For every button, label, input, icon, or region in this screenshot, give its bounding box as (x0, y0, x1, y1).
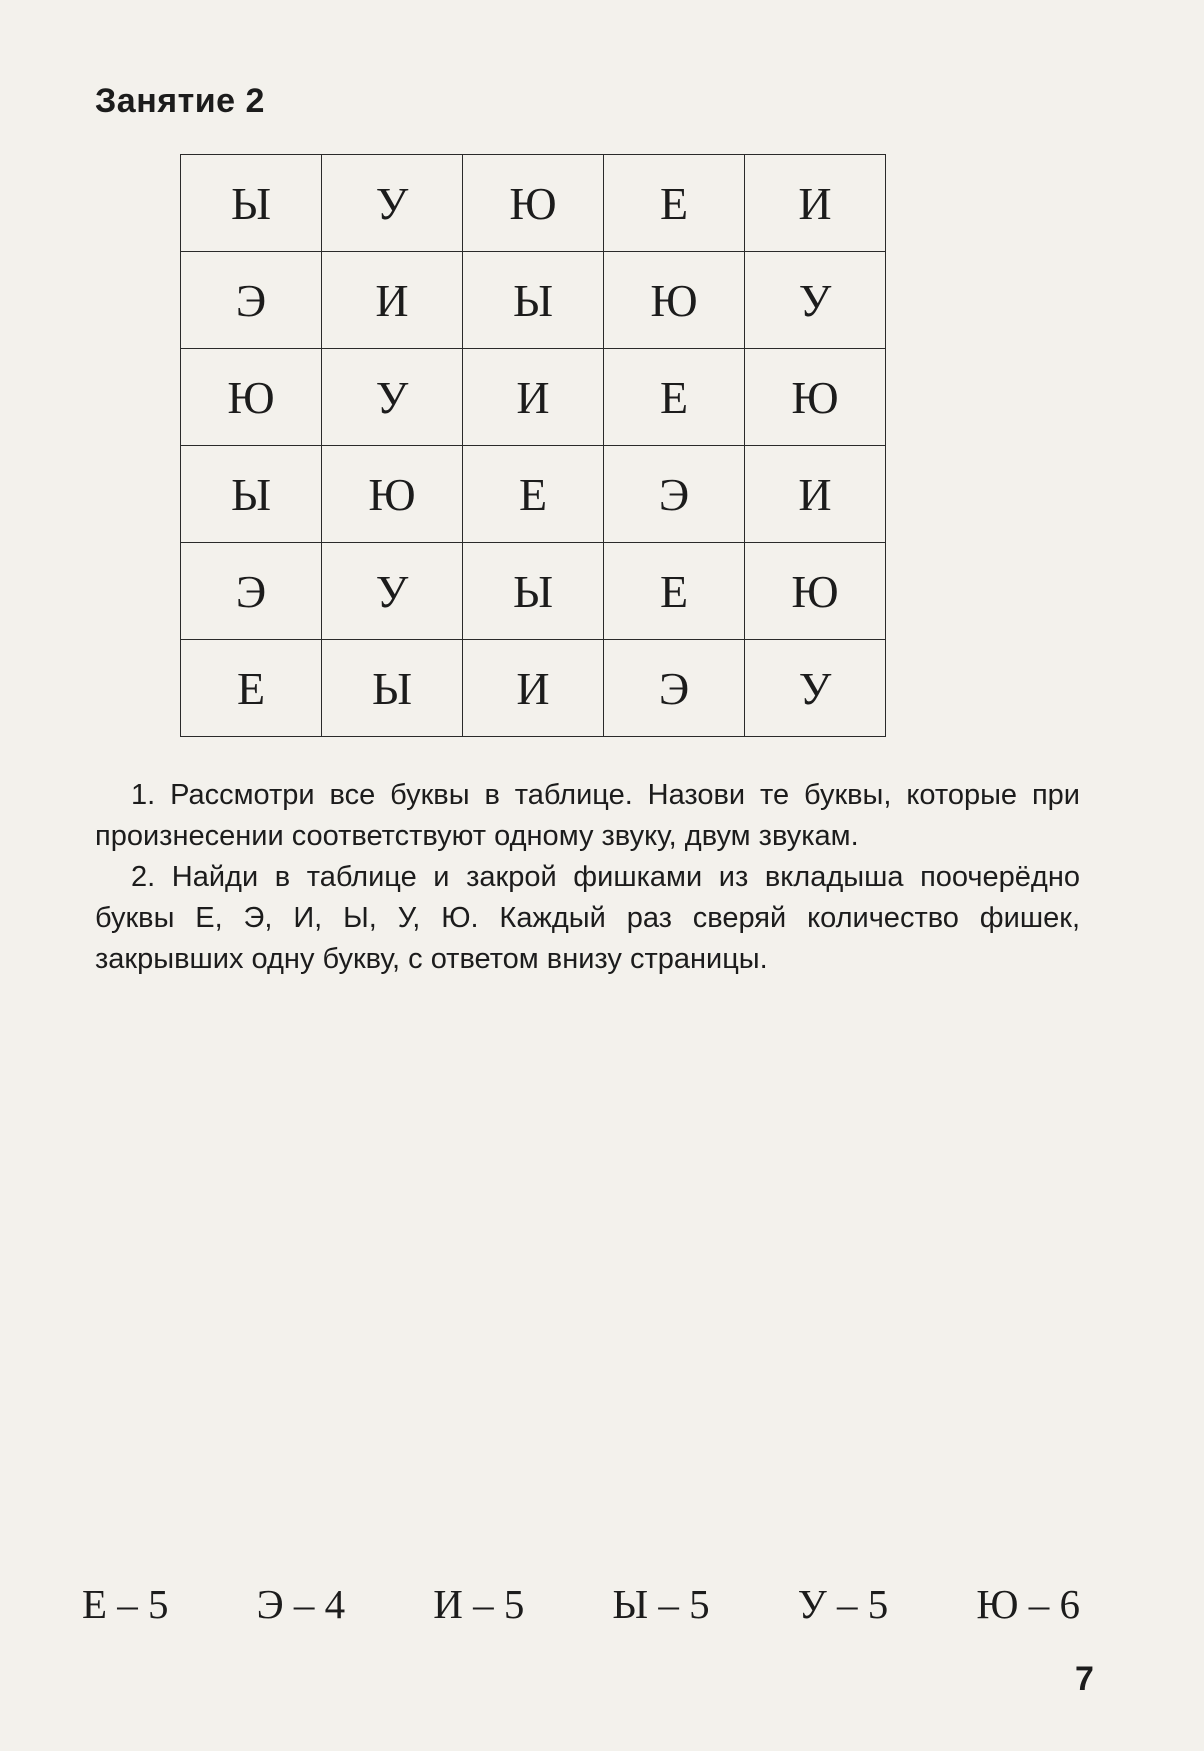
grid-row (181, 252, 886, 349)
grid-cell: И (322, 252, 463, 349)
grid-cell: Ю (463, 155, 604, 252)
grid-cell: У (745, 252, 886, 349)
grid-cell: Ю (322, 446, 463, 543)
grid-cell: У (322, 349, 463, 446)
grid-cell: И (463, 640, 604, 737)
answer-key (82, 1580, 1080, 1628)
lesson-title: Занятие 2 (95, 82, 265, 120)
grid-cell: У (322, 543, 463, 640)
task-1-text: 1. Рассмотри все буквы в таблице. Назови те буквы, которые при произнесении соответствуют одному звуку, двум звукам. (95, 779, 1080, 852)
grid-row (181, 446, 886, 543)
grid-cell: Е (604, 543, 745, 640)
grid-cell: И (745, 446, 886, 543)
grid-cell: Ю (745, 543, 886, 640)
grid-cell: Ю (604, 252, 745, 349)
answer-item: И – 5 (433, 1581, 525, 1627)
grid-row (181, 640, 886, 737)
grid-cell: Э (604, 640, 745, 737)
grid-cell: Е (604, 155, 745, 252)
grid-cell: И (463, 349, 604, 446)
grid-cell: Е (181, 640, 322, 737)
grid-cell: И (745, 155, 886, 252)
grid-cell: У (745, 640, 886, 737)
answer-item: Э – 4 (256, 1581, 346, 1627)
task-2-text: 2. Найди в таблице и закрой фишками из вкладыша поочерёдно буквы Е, Э, И, Ы, У, Ю. Каждый раз сверяй количество фишек, закрывших одну букву, с ответом внизу страницы. (95, 861, 1080, 975)
grid-cell: Ю (745, 349, 886, 446)
grid-cell: Э (181, 543, 322, 640)
answer-item: Е – 5 (82, 1581, 169, 1627)
grid-cell: Е (604, 349, 745, 446)
grid-row (181, 349, 886, 446)
grid-cell: У (322, 155, 463, 252)
answer-item: Ю – 6 (976, 1581, 1080, 1627)
grid-cell: Ы (463, 543, 604, 640)
grid-cell: Е (463, 446, 604, 543)
page-number: 7 (1075, 1660, 1094, 1698)
grid-cell: Ы (463, 252, 604, 349)
grid-row (181, 543, 886, 640)
grid-cell: Ю (181, 349, 322, 446)
grid-cell: Ы (322, 640, 463, 737)
answer-item: Ы – 5 (612, 1581, 710, 1627)
letter-grid (180, 154, 886, 737)
answer-item: У – 5 (797, 1581, 889, 1627)
grid-cell: Э (604, 446, 745, 543)
task-list (95, 775, 1080, 980)
grid-cell: Э (181, 252, 322, 349)
grid-cell: Ы (181, 446, 322, 543)
grid-cell: Ы (181, 155, 322, 252)
grid-row (181, 155, 886, 252)
